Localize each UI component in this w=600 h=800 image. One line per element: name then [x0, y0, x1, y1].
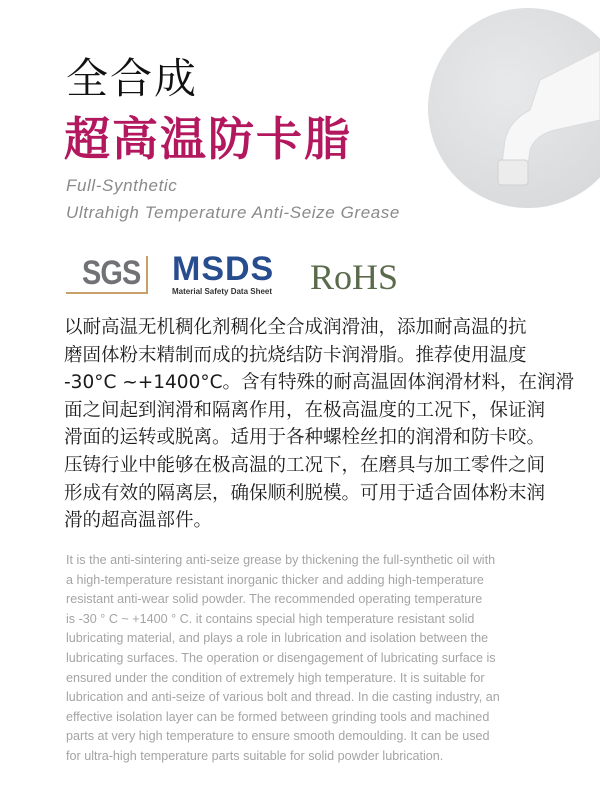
- description-en-line: ensured under the condition of extremely high temperature. It is suitable for: [66, 670, 485, 685]
- description-en-line: It is the anti-sintering anti-seize grease by thickening the full-synthetic oil with: [66, 553, 496, 567]
- title-en-line1: Full-Synthetic: [66, 176, 178, 195]
- description-en-line: lubricating surfaces. The operation or disengagement of lubricating surface is: [66, 650, 496, 665]
- certification-logos: [66, 250, 406, 300]
- description-en: [66, 551, 546, 767]
- product-tube-image: [470, 40, 600, 190]
- description-cn-line: 压铸行业中能够在极高温的工况下，在磨具与加工零件之间: [64, 454, 546, 476]
- msds-logo-subtitle: Material Safety Data Sheet: [172, 287, 273, 296]
- description-en-line: resistant anti-wear solid powder. The recommended operating temperature: [66, 592, 483, 607]
- description-cn-line: 滑的超高温部件。: [64, 510, 213, 532]
- description-cn-line: 形成有效的隔离层，确保顺利脱模。可用于适合固体粉末润: [64, 482, 546, 504]
- sgs-logo-bar: [146, 256, 148, 294]
- title-cn-line2: 超高温防卡脂: [64, 112, 352, 166]
- description-en-line: is -30 ° C ~ +1400 ° C. it contains special high temperature resistant solid: [66, 611, 475, 626]
- description-cn-line: -30°C ~+1400°C。含有特殊的耐高温固体润滑材料，在润滑: [64, 372, 575, 394]
- sgs-logo: SGS: [82, 254, 141, 292]
- description-cn-line: 滑面的运转或脱离。适用于各种螺栓丝扣的润滑和防卡咬。: [64, 427, 546, 449]
- sgs-logo-underline: [66, 292, 148, 294]
- description-en-line: for ultra-high temperature parts suitable for solid powder lubrication.: [66, 748, 444, 763]
- description-cn: [64, 314, 575, 535]
- description-en-line: effective isolation layer can be formed between grinding tools and machined: [66, 709, 490, 724]
- description-en-line: lubricating material, and plays a role in lubrication and isolation between the: [66, 631, 489, 646]
- description-cn-line: 以耐高温无机稠化剂稠化全合成润滑油，添加耐高温的抗: [64, 317, 527, 338]
- description-en-line: a high-temperature resistant inorganic thicker and adding high-temperature: [66, 572, 484, 587]
- description-cn-line: 面之间起到润滑和隔离作用，在极高温度的工况下，保证润: [64, 399, 546, 421]
- description-cn-line: 磨固体粉末精制而成的抗烧结防卡润滑脂。推荐使用温度: [64, 344, 527, 366]
- title-cn-line1: 全合成: [66, 54, 199, 103]
- description-en-line: lubrication and anti-seize of various bolt and thread. In die casting industry, an: [66, 690, 500, 705]
- title-en-line2: Ultrahigh Temperature Anti-Seize Grease: [66, 203, 400, 222]
- description-en-line: parts at very high temperature to ensure smooth demoulding. It can be used: [66, 729, 490, 744]
- rohs-logo: RoHS: [310, 257, 399, 297]
- msds-logo: MSDS: [172, 250, 275, 288]
